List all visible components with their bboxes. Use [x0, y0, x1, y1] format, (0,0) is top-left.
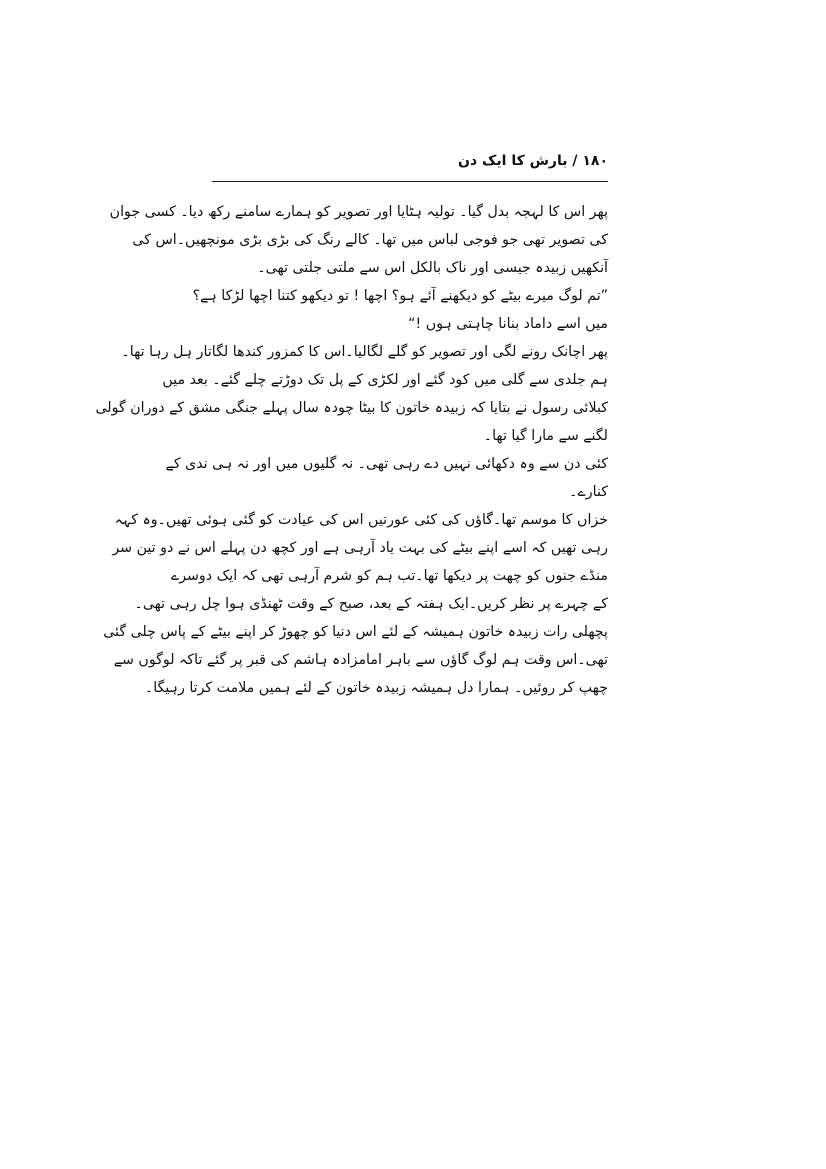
text-line-4: ”تم لوگ میرے بیٹے کو دیکھنے آئے ہو؟ اچھا ! تو دیکھو کتنا اچھا لڑکا ہے؟	[192, 288, 608, 304]
text-line-7: ہم جلدی سے گلی میں کود گئے اور لکڑی کے پل تک دوڑتے چلے گئے۔ بعد میں	[162, 372, 608, 388]
text-line-12: خزاں کا موسم تھا۔گاؤں کی کئی عورتیں اس کی عیادت کو گئی ہوئی تھیں۔وہ کہہ	[114, 512, 608, 528]
text-line-16: پچھلی رات زبیدہ خاتون ہمیشہ کے لئے اس دنیا کو چھوڑ کر اپنے بیٹے کے پاس چلی گئی	[103, 624, 608, 640]
text-line-10: کئی دن سے وہ دکھائی نہیں دے رہی تھی۔ نہ گلیوں میں اور نہ ہی ندی کے	[165, 456, 608, 472]
header-rule	[212, 181, 608, 182]
text-line-14: منڈے جنوں کو چھت پر دیکھا تھا۔تب ہم کو شرم آرہی تھی کہ ایک دوسرے	[170, 568, 608, 584]
text-line-15: کے چہرے پر نظر کریں۔ایک ہفتہ کے بعد، صبح کے وقت ٹھنڈی ہوا چل رہی تھی۔	[134, 596, 608, 612]
text-line-13: رہی تھیں کہ اسے اپنے بیٹے کی بہت یاد آرہی ہے اور کچھ دن پہلے اس نے دو تین سر	[112, 540, 608, 556]
text-line-11: کنارے۔	[569, 484, 608, 500]
page-header	[212, 151, 608, 181]
text-line-2: کی تصویر تھی جو فوجی لباس میں تھا۔ کالے رنگ کی بڑی بڑی مونچھیں۔اس کی	[132, 232, 608, 248]
text-line-17: تھی۔اس وقت ہم لوگ گاؤں سے باہر امامزادہ ہاشم کی قبر پر گئے تاکہ لوگوں سے	[113, 652, 608, 668]
text-line-8: کبلائی رسول نے بتایا کہ زبیدہ خاتون کا بیٹا چودہ سال پہلے جنگی مشق کے دوران گولی	[95, 400, 608, 416]
text-line-18: چھپ کر روئیں۔ ہمارا دل ہمیشہ زبیدہ خاتون کے لئے ہمیں ملامت کرتا رہیگا۔	[144, 680, 608, 696]
text-line-1: پھر اس کا لہجہ بدل گیا۔ تولیہ ہٹایا اور تصویر کو ہمارے سامنے رکھ دیا۔ کسی جوان	[109, 204, 608, 220]
text-line-6: پھر اچانک رونے لگی اور تصویر کو گلے لگالیا۔اس کا کمزور کندھا لگاتار ہل رہا تھا۔	[121, 344, 608, 360]
text-line-9: لگنے سے مارا گیا تھا۔	[483, 428, 608, 444]
text-line-3: آنکھیں زبیدہ جیسی اور ناک بالکل اس سے ملتی جلتی تھی۔	[257, 260, 608, 276]
running-head: ۱۸۰ / بارش کا ایک دن	[458, 153, 608, 169]
text-line-5: میں اسے داماد بنانا چاہتی ہوں !“	[408, 316, 608, 332]
body-text	[95, 198, 608, 702]
